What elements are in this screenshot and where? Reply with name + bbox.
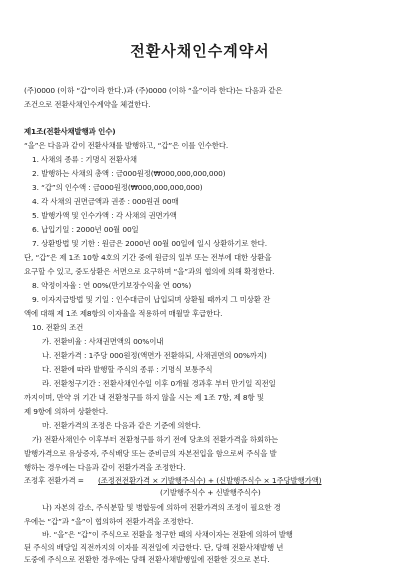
- sub-item: 바. “을”은 “갑”이 주식으로 전환을 청구한 때의 사채이자는 전환에 의하여 발행: [42, 530, 293, 539]
- intro-line: (주)0000 (이하 “갑”이라 한다.)과 (주)0000 (이하 “을”이라 한다)는 다음과 같은: [24, 86, 283, 95]
- list-item-continuation: 단, “갑”은 제 1조 10항 4호의 기간 중에 원금의 일부 또는 전부에 대한 상환을: [24, 253, 272, 262]
- list-item: 1. 사채의 종류 : 기명식 전환사채: [32, 155, 137, 164]
- article-lead: “을”은 다음과 같이 전환사채를 발행하고, “갑”은 이를 인수한다.: [24, 141, 229, 150]
- sub-item: 나. 전환가격 : 1주당 000원정(액면가 전환하되, 사채권면의 00%까지): [42, 351, 267, 360]
- sub-item-continuation: 된 주식의 배당일 직전까지의 이자를 직전일에 지급한다. 단, 당해 전환사채발행 년: [24, 543, 284, 552]
- list-item: 6. 납입기일 : 2000년 00월 00일: [32, 225, 139, 234]
- list-item-continuation: 액에 대해 제 1조 제8항의 이자율을 적용하여 매월말 후급한다.: [24, 309, 223, 318]
- list-item: 9. 이자지급방법 및 기일 : 인수대금이 납입되며 상환될 때까지 그 미상환 잔: [32, 295, 271, 304]
- sub-item-continuation: 까지이며, 만약 위 기간 내 전환청구를 하지 않을 시는 제 1조 7항, 제 8항 및: [24, 393, 264, 402]
- formula-numerator: (조정전전환가격 × 기발행주식수) + (신발행주식수 × 1주당발행가액): [98, 476, 322, 485]
- sub-item: 다. 전환에 따라 발행할 주식의 종류 : 기명식 보통주식: [42, 365, 213, 374]
- intro-line: 조건으로 전환사채인수계약을 체결한다.: [24, 100, 151, 109]
- formula-label: 조정후 전환가격 =: [24, 476, 84, 485]
- list-item: 2. 발행하는 사채의 총액 : 금000원정(₩000,000,000,000): [32, 169, 226, 178]
- list-item: 4. 각 사채의 권면금액과 권종 : 000원권 00매: [32, 197, 179, 206]
- sub-item: 마. 전환가격의 조정은 다음과 같은 기준에 의한다.: [42, 421, 201, 430]
- sub-sub-item: 가) 전환사채인수 이후부터 전환청구를 하기 전에 당초의 전환가격을 하회하는: [32, 435, 279, 444]
- list-item: 7. 상환방법 및 기한 : 원금은 2000년 00월 00일에 일시 상환하기로 한다.: [32, 239, 267, 248]
- sub-sub-item-continuation: 행하는 경우에는 다음과 같이 전환가격을 조정한다.: [24, 463, 186, 472]
- document-title: 전환사채인수계약서: [130, 42, 270, 60]
- sub-item: 라. 전환청구기간 : 전환사채인수일 이후 0개월 경과후 부터 만기일 직전일: [42, 379, 276, 388]
- article-heading: 제1조(전환사채발행과 인수): [24, 127, 116, 136]
- list-item: 3. “갑”의 인수액 : 금000원정(₩000,000,000,000): [32, 183, 203, 192]
- sub-sub-item-continuation: 발행가격으로 유상증자, 주식배당 또는 준비금의 자본전입을 함으로써 주식을 발: [24, 449, 277, 458]
- formula-denominator: (기발행주식수 + 신발행주식수): [160, 488, 261, 497]
- list-item: 8. 약정이자율 : 연 00%(만기보장수익율 연 00%): [32, 281, 192, 290]
- sub-item: 가. 전환비율 : 사채권면액의 00%이내: [42, 337, 164, 346]
- sub-sub-item: 나) 자본의 감소, 주식분할 및 병합등에 의하여 전환가격의 조정이 필요한 경: [42, 503, 281, 512]
- sub-item-continuation: 도중에 주식으로 전환한 경우에는 당해 전환사채발행일에 전환한 것으로 본다.: [24, 555, 270, 564]
- list-item: 5. 발행가액 및 인수가액 : 각 사채의 권면가액: [32, 211, 177, 220]
- list-item-continuation: 요구할 수 있고, 중도상환은 서면으로 요구하며 “을”과의 협의에 의해 확정한다.: [24, 267, 275, 276]
- sub-item-continuation: 제 9항에 의하여 상환한다.: [24, 407, 108, 416]
- sub-sub-item-continuation: 우에는 “갑”과 “을”이 협의하여 전환가격을 조정한다.: [24, 517, 194, 526]
- list-item: 10. 전환의 조건: [32, 323, 84, 332]
